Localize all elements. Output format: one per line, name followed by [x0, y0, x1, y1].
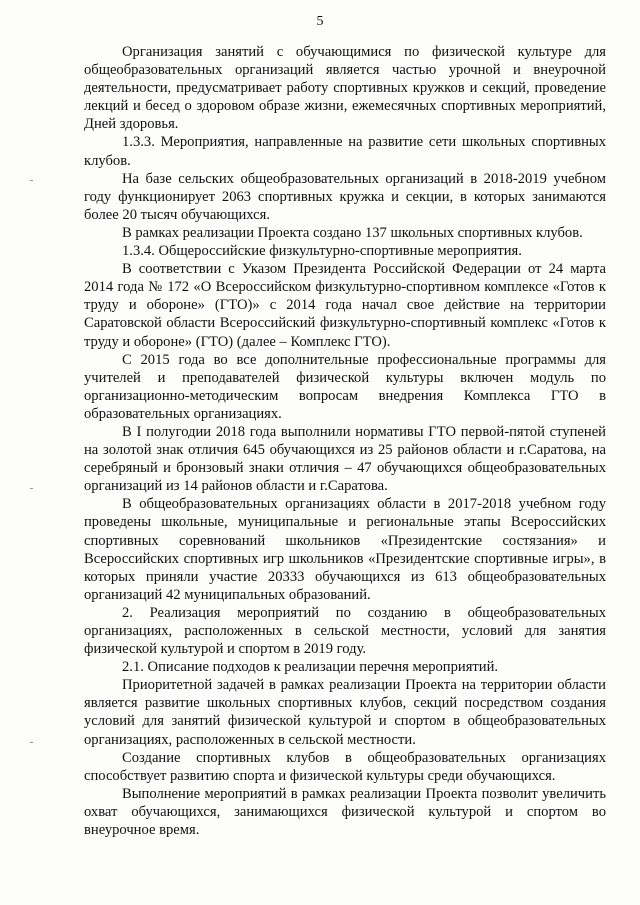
- paragraph: Выполнение мероприятий в рамках реализации Проекта позволит увеличить охват обучающихся, занимающихся физической культурой и спортом во внеурочное время.: [84, 785, 606, 839]
- section-heading-2: 2. Реализация мероприятий по созданию в общеобразовательных организациях, расположенных в сельской местности, условий для занятия физической культурой и спортом в 2019 году.: [84, 604, 606, 658]
- scan-artifact: [30, 488, 33, 489]
- section-heading-1-3-3: 1.3.3. Мероприятия, направленные на развитие сети школьных спортивных клубов.: [84, 134, 606, 169]
- scan-artifact: [30, 742, 33, 743]
- section-heading-2-1: 2.1. Описание подходов к реализации перечня мероприятий.: [122, 659, 499, 676]
- paragraph: С 2015 года во все дополнительные профессиональные программы для учителей и преподавателей физической культуры включен модуль по организационно-методическим вопросам внедрения Комплекса ГТО в образовательных организациях.: [84, 351, 606, 422]
- document-body: [84, 43, 606, 839]
- paragraph: В соответствии с Указом Президента Российской Федерации от 24 марта 2014 года № 172 «О Всероссийском физкультурно-спортивном комплексе «Готов к труду и обороне» (ГТО)» с 2014 года начал свое действие на территории Саратовской области Всероссийский физкультурно-спортивный комплекс «Готов к труду и обороне» (ГТО) (далее – Комплекс ГТО).: [84, 261, 606, 350]
- paragraph: В общеобразовательных организациях области в 2017-2018 учебном году проведены школьные, муниципальные и региональные этапы Всероссийских спортивных соревнований школьников «Президентские состязания» и Всероссийских спортивных игр школьников «Президентские спортивные игры», в которых приняли участие 20333 обучающихся из 613 общеобразовательных организаций 42 муниципальных образований.: [84, 496, 606, 603]
- paragraph: В рамках реализации Проекта создано 137 школьных спортивных клубов.: [122, 224, 583, 241]
- paragraph: На базе сельских общеобразовательных организаций в 2018-2019 учебном году функционирует 2063 спортивных кружка и секции, в которых занимаются более 20 тысяч обучающихся.: [84, 170, 606, 223]
- scan-artifact: [30, 180, 33, 181]
- page-number: 5: [316, 14, 324, 29]
- section-heading-1-3-4: 1.3.4. Общероссийские физкультурно-спортивные мероприятия.: [122, 243, 522, 260]
- paragraph: Организация занятий с обучающимися по физической культуре для общеобразовательных организаций является частью урочной и внеурочной деятельности, предусматривает работу спортивных кружков и секций, проведение лекций и бесед о здоровом образе жизни, ежемесячных спортивных мероприятий, Дней здоровья.: [84, 44, 606, 133]
- paragraph: В I полугодии 2018 года выполнили нормативы ГТО первой-пятой ступеней на золотой знак отличия 645 обучающихся из 25 районов области и г.Саратова, на серебряный и бронзовый знаки отличия – 47 обучающихся общеобразовательных организаций из 14 районов области и г.Саратова.: [84, 423, 606, 495]
- paragraph: Создание спортивных клубов в общеобразовательных организациях способствует развитию спорта и физической культуры среди обучающихся.: [84, 749, 606, 784]
- paragraph: Приоритетной задачей в рамках реализации Проекта на территории области является развитие школьных спортивных клубов, секций посредством создания условий для занятий физической культурой и спортом в общеобразовательных организациях, расположенных в сельской местности.: [84, 677, 606, 748]
